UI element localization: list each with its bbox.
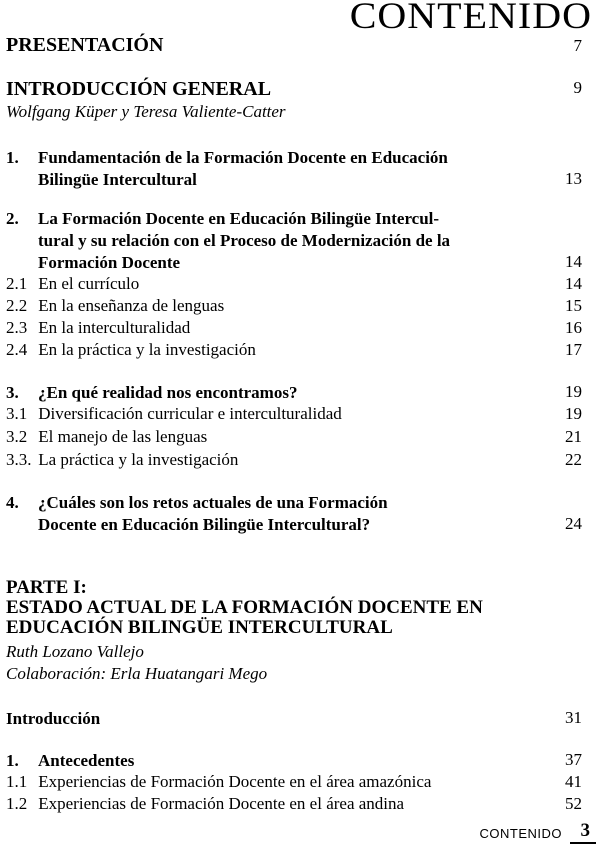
footer-underline: [570, 842, 596, 844]
section-number: 1.: [6, 148, 19, 167]
page-number: 13: [565, 169, 582, 188]
page-title: CONTENIDO: [349, 0, 592, 37]
section-title-line: La Formación Docente en Educación Bilingüe Intercul-: [38, 209, 440, 228]
subentry-number: 3.3.: [6, 450, 32, 469]
subentry-label: En la enseñanza de lenguas: [38, 296, 225, 315]
toc-entry-section-3[interactable]: ¿En qué realidad nos encontramos?: [38, 383, 298, 402]
subentry-label: La práctica y la investigación: [38, 450, 239, 469]
toc-subentry[interactable]: [6, 794, 404, 814]
author-line: Ruth Lozano Vallejo: [6, 642, 144, 661]
section-number: 1.: [6, 751, 19, 770]
toc-entry-introduccion[interactable]: Introducción: [6, 709, 101, 728]
toc-subentry[interactable]: [6, 274, 139, 294]
page-number: 17: [565, 340, 582, 359]
subentry-number: 2.1: [6, 274, 28, 293]
page-number: 9: [573, 78, 582, 97]
footer-page-number: 3: [580, 820, 590, 841]
toc-subentry[interactable]: [6, 427, 207, 447]
part-title-line: EDUCACIÓN BILINGÜE INTERCULTURAL: [6, 617, 393, 638]
page-number: 15: [565, 296, 582, 315]
section-number: 2.: [6, 209, 19, 228]
section-title-line: Formación Docente: [38, 253, 181, 272]
subentry-number: 3.2: [6, 427, 28, 446]
collaboration-line: Colaboración: Erla Huatangari Mego: [6, 664, 268, 683]
footer-label: CONTENIDO: [479, 826, 562, 841]
section-number: 4.: [6, 493, 19, 512]
part-title-line: ESTADO ACTUAL DE LA FORMACIÓN DOCENTE EN: [6, 597, 483, 618]
part-heading[interactable]: [6, 578, 483, 638]
subentry-number: 2.2: [6, 296, 28, 315]
toc-entry-section-4[interactable]: [38, 492, 388, 536]
subentry-label: En la interculturalidad: [38, 318, 191, 337]
toc-subentry[interactable]: [6, 318, 190, 338]
toc-entry-antecedentes[interactable]: Antecedentes: [38, 751, 135, 770]
section-title-line: Bilingüe Intercultural: [38, 170, 197, 189]
page-number: 19: [565, 404, 582, 423]
subentry-label: En la práctica y la investigación: [38, 340, 256, 359]
author-line: Wolfgang Küper y Teresa Valiente-Catter: [6, 102, 286, 121]
toc-entry-introduccion-general[interactable]: INTRODUCCIÓN GENERAL: [6, 78, 272, 100]
page-number: 52: [565, 794, 582, 813]
part-label: PARTE I:: [6, 577, 87, 598]
page-number: 19: [565, 382, 582, 401]
page-number: 7: [573, 36, 582, 55]
subentry-number: 2.4: [6, 340, 28, 359]
toc-subentry[interactable]: [6, 772, 431, 792]
page-number: 21: [565, 427, 582, 446]
toc-entry-section-2[interactable]: [38, 208, 450, 274]
page-number: 14: [565, 274, 582, 293]
page-number: 31: [565, 708, 582, 727]
toc-subentry[interactable]: [6, 404, 342, 424]
toc-entry-section-1[interactable]: [38, 147, 448, 191]
subentry-number: 2.3: [6, 318, 28, 337]
page-number: 22: [565, 450, 582, 469]
section-title-line: Docente en Educación Bilingüe Intercultural?: [38, 515, 371, 534]
subentry-number: 1.1: [6, 772, 28, 791]
toc-subentry[interactable]: [6, 296, 224, 316]
subentry-label: Experiencias de Formación Docente en el área andina: [38, 794, 405, 813]
subentry-number: 1.2: [6, 794, 28, 813]
page-number: 37: [565, 750, 582, 769]
subentry-label: Experiencias de Formación Docente en el área amazónica: [38, 772, 432, 791]
section-title-line: tural y su relación con el Proceso de Modernización de la: [38, 231, 451, 250]
subentry-number: 3.1: [6, 404, 28, 423]
subentry-label: El manejo de las lenguas: [38, 427, 208, 446]
subentry-label: En el currículo: [38, 274, 140, 293]
page-number: 16: [565, 318, 582, 337]
page-number: 41: [565, 772, 582, 791]
section-title-line: ¿Cuáles son los retos actuales de una Formación: [38, 493, 388, 512]
section-title-line: Fundamentación de la Formación Docente en Educación: [38, 148, 448, 167]
toc-entry-presentacion[interactable]: PRESENTACIÓN: [6, 34, 164, 56]
page-number: 24: [565, 514, 582, 533]
page-number: 14: [565, 252, 582, 271]
section-number: 3.: [6, 383, 19, 402]
subentry-label: Diversificación curricular e interculturalidad: [38, 404, 342, 423]
toc-subentry[interactable]: [6, 450, 238, 470]
toc-subentry[interactable]: [6, 340, 256, 360]
